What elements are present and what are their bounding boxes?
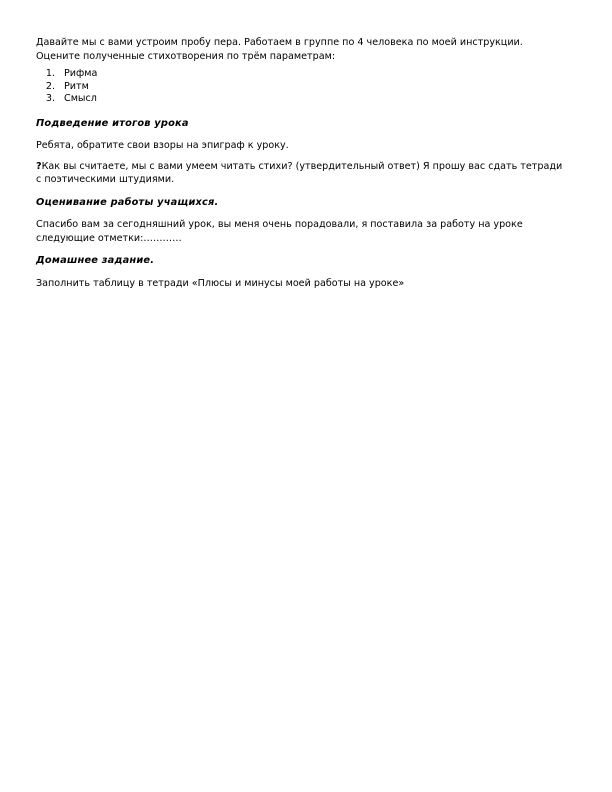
- document-page: [36, 36, 566, 297]
- list-item-number: 3.: [45, 93, 55, 105]
- summary-heading: Подведение итогов урока: [36, 117, 189, 129]
- list-item-label: Смысл: [64, 93, 97, 105]
- assessment-paragraph: Спасибо вам за сегодняшний урок, вы меня очень порадовали, я поставила за работу на уроке следующие отметки:…………: [36, 219, 523, 244]
- summary-paragraph-question: [36, 160, 566, 187]
- homework-heading: Домашнее задание.: [36, 255, 155, 267]
- question-mark: ?: [36, 160, 42, 172]
- assessment-heading: Оценивание работы учащихся.: [36, 196, 219, 208]
- list-item-number: 1.: [45, 68, 55, 79]
- list-item-label: Рифма: [64, 68, 98, 79]
- summary-question-text: Как вы считаете, мы с вами умеем читать стихи? (утвердительный ответ) Я прошу вас сдать тетради с поэтическими штудиями.: [36, 160, 563, 186]
- homework-paragraph: Заполнить таблицу в тетради «Плюсы и минусы моей работы на уроке»: [36, 277, 405, 289]
- list-item: [36, 93, 566, 106]
- intro-paragraph: Давайте мы с вами устроим пробу пера. Работаем в группе по 4 человека по моей инструкции. Оцените полученные стихотворения по трём параметрам:: [36, 37, 523, 62]
- list-item-label: Ритм: [64, 80, 89, 92]
- list-item: [36, 68, 566, 81]
- criteria-list: [36, 68, 566, 106]
- list-item-number: 2.: [45, 80, 55, 92]
- summary-paragraph-epigraph: Ребята, обратите свои взоры на эпиграф к уроку.: [36, 140, 289, 152]
- list-item: [36, 81, 566, 94]
